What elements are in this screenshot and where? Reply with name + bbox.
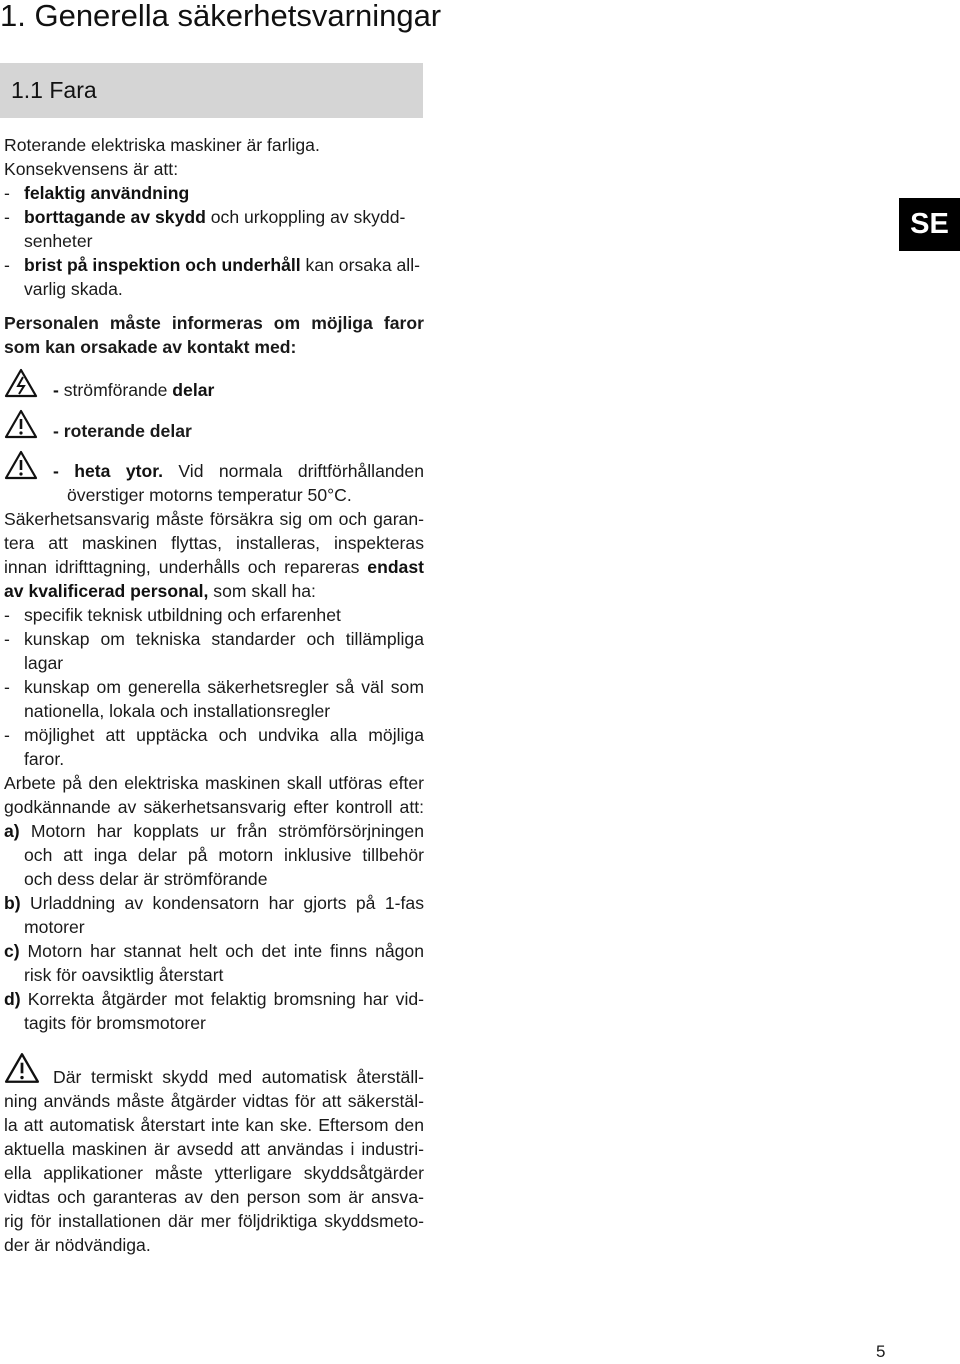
thermal-line-6: vidtas och garanteras av den person som är ansva- [4,1187,424,1207]
work-item-a-cont-1: och att inga delar på motorn inklusive tillbehör [24,845,424,865]
intro-line-1: Roterande elektriska maskiner är farliga. [4,135,320,155]
responsibility-line-2: tera att maskinen flyttas, installeras, inspekteras [4,533,424,553]
intro-item-2 [24,205,405,229]
personnel-line-1: Personalen måste informeras om möjliga faror [4,313,424,333]
hazard-rotating-parts: - roterande delar [53,421,192,441]
work-item-a [4,819,424,843]
work-item-a-cont-2: och dess delar är strömförande [24,869,268,889]
hazard-hot-surfaces [53,459,424,483]
work-item-a-label: a) [4,821,20,841]
intro-item-2-rest: och urkoppling av skydd- [205,207,406,227]
thermal-line-4: aktuella maskinen är avsedd att användas i industri- [4,1139,424,1159]
thermal-line-8: der är nödvändiga. [4,1235,151,1255]
thermal-line-1: Där termiskt skydd med automatisk återställ- [53,1067,424,1087]
req-item-2-cont: lagar [24,653,64,673]
page-number: 5 [876,1342,886,1361]
work-line-2: godkännande av säkerhetsansvarig efter kontroll att: [4,797,424,817]
req-item-4-cont: faror. [24,749,65,769]
thermal-line-5: ella applikationer måste ytterligare skyddsåtgärder [4,1163,424,1183]
thermal-line-3: la att automatisk återstart inte kan ske. Eftersom den [4,1115,424,1135]
intro-dash-1: - [4,183,10,203]
req-dash-1: - [4,605,10,625]
intro-line-2: Konsekvensens är att: [4,159,179,179]
responsibility-line-4-text: som skall ha: [208,581,316,601]
intro-item-1-bold: felaktig användning [24,183,190,203]
hazard-live-parts [53,378,214,402]
responsibility-line-3-text: innan idrifttagning, underhålls och repareras [4,557,368,577]
hazard-hot-surfaces-bold: - heta ytor. [53,461,163,481]
responsibility-line-1: Säkerhetsansvarig måste försäkra sig om och garan- [4,509,424,529]
work-item-d [4,987,424,1011]
work-item-b-cont: motorer [24,917,85,937]
work-item-b-text: Urladdning av kondensatorn har gjorts på 1-fas [20,893,424,913]
req-dash-2: - [4,629,10,649]
responsibility-line-3-bold: endast [367,557,424,577]
work-item-b [4,891,424,915]
intro-dash-3: - [4,255,10,275]
req-item-1: specifik teknisk utbildning och erfarenhet [24,605,341,625]
intro-item-3-rest: kan orsaka all- [300,255,420,275]
hazard-dash: - [53,380,64,400]
responsibility-line-4 [4,579,316,603]
hazard-hot-surfaces-cont: överstiger motorns temperatur 50°C. [67,485,352,505]
thermal-line-7: rig för installationen där mer följdriktiga skyddsmeto- [4,1211,424,1231]
responsibility-line-3 [4,555,424,579]
warning-icon [4,450,38,480]
personnel-line-2: som kan orsakade av kontakt med: [4,337,297,357]
intro-item-3-cont: varlig skada. [24,279,123,299]
req-item-3-cont: nationella, lokala och installationsregler [24,701,331,721]
warning-icon [4,409,38,439]
intro-item-1 [24,181,189,205]
work-item-c-label: c) [4,941,20,961]
req-item-4: möjlighet att upptäcka och undvika alla möjliga [24,725,424,745]
hazard-hot-surfaces-text: Vid normala driftförhållanden [162,461,425,481]
work-item-c-text: Motorn har stannat helt och det inte finns någon [19,941,424,961]
page-title: 1. Generella säkerhetsvarningar [0,0,442,33]
intro-item-3-bold: brist på inspektion och underhåll [24,255,301,275]
intro-item-2-bold: borttagande av skydd [24,207,206,227]
work-item-d-cont: tagits för bromsmotorer [24,1013,206,1033]
section-header [0,63,423,118]
hazard-live-parts-bold: delar [172,380,215,400]
work-item-c [4,939,424,963]
req-dash-3: - [4,677,10,697]
thermal-line-2: ning används måste åtgärder vidtas för att säkerstäl- [4,1091,424,1111]
req-item-3: kunskap om generella säkerhetsregler så väl som [24,677,424,697]
section-title: 1.1 Fara [11,77,97,103]
hazard-live-parts-text: strömförande [63,380,173,400]
intro-item-3 [24,253,420,277]
work-item-c-cont: risk för oavsiktlig återstart [24,965,224,985]
warning-icon [4,1052,40,1084]
work-item-d-label: d) [4,989,21,1009]
req-item-2: kunskap om tekniska standarder och tillämpliga [24,629,424,649]
intro-item-2-cont: senheter [24,231,93,251]
work-item-a-text: Motorn har kopplats ur från strömförsörjningen [19,821,424,841]
work-item-b-label: b) [4,893,21,913]
work-item-d-text: Korrekta åtgärder mot felaktig bromsning har vid- [20,989,424,1009]
work-line-1: Arbete på den elektriska maskinen skall utföras efter [4,773,424,793]
responsibility-line-4-bold: av kvalificerad personal, [4,581,209,601]
intro-dash-2: - [4,207,10,227]
language-badge: SE [899,198,960,251]
req-dash-4: - [4,725,10,745]
electric-hazard-icon [4,368,38,398]
